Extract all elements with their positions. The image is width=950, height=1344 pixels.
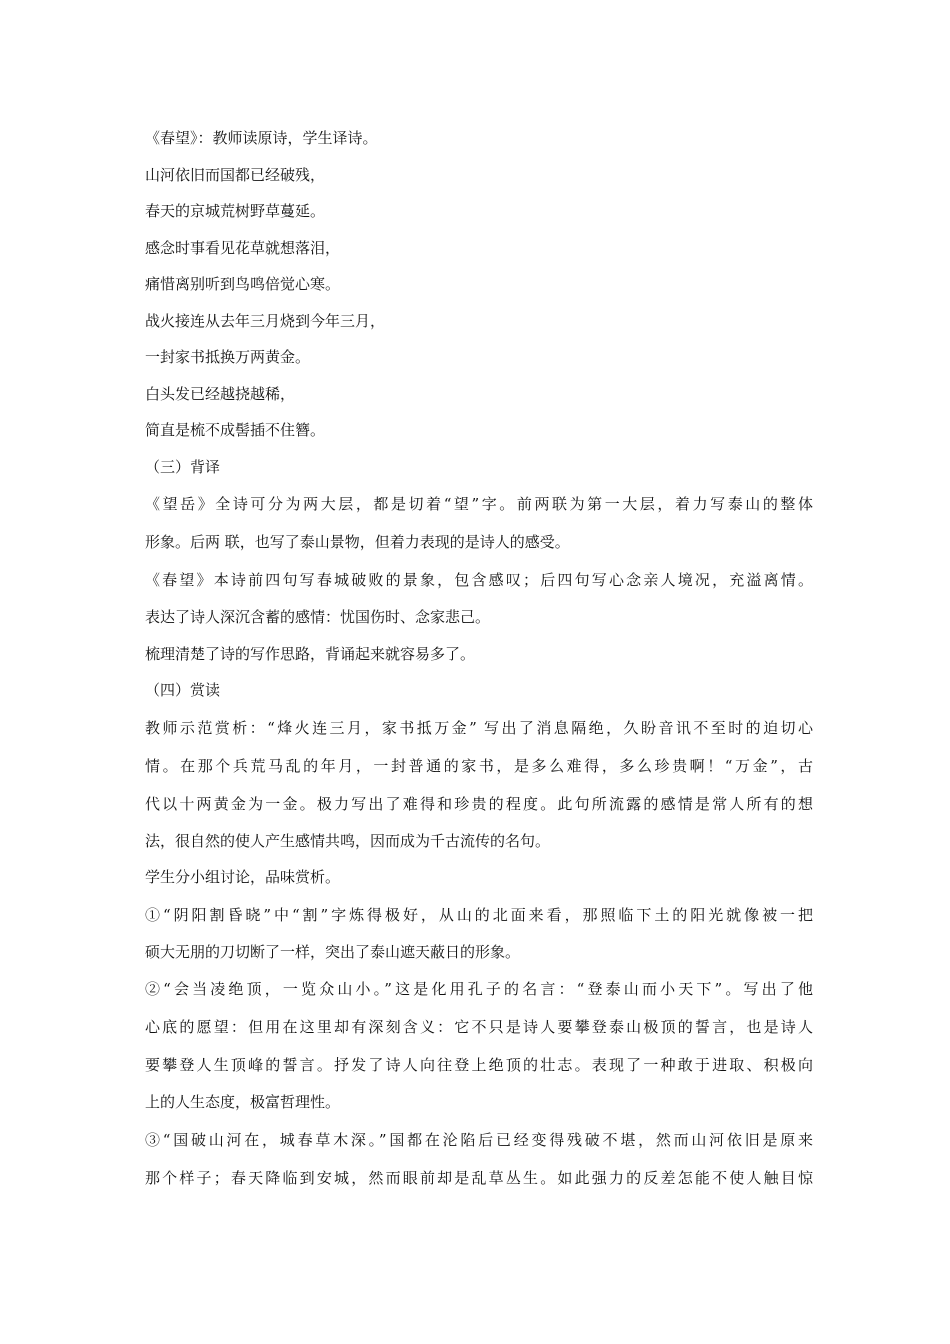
- text-line: 教师示范赏析：“烽火连三月，家书抵万金” 写出了消息隔绝，久盼音讯不至时的迫切心: [145, 718, 813, 737]
- text-line: 法，很自然的使人产生感情共鸣，因而成为千古流传的名句。: [145, 831, 551, 850]
- text-line: 情。在那个兵荒马乱的年月，一封普通的家书，是多么难得，多么珍贵啊！“万金”，古: [145, 756, 813, 775]
- text-line: ②“会当凌绝顶，一览众山小。”这是化用孔子的名言：“登泰山而小天下”。写出了他: [145, 980, 813, 998]
- text-line: 痛惜离别听到鸟鸣倍觉心寒。: [145, 275, 341, 293]
- text-line: 梳理清楚了诗的写作思路，背诵起来就容易多了。: [145, 644, 476, 663]
- text-line: 春天的京城荒树野草蔓延。: [145, 202, 326, 220]
- text-line: 心底的愿望：但用在这里却有深刻含义：它不只是诗人要攀登泰山极顶的誓言，也是诗人: [145, 1018, 813, 1036]
- text-line: 代以十两黄金为一金。极力写出了难得和珍贵的程度。此句所流露的感情是常人所有的想: [145, 794, 813, 813]
- text-line: 上的人生态度，极富哲理性。: [145, 1093, 341, 1111]
- text-line: 要攀登人生顶峰的誓言。抒发了诗人向往登上绝顶的壮志。表现了一种敢于进取、积极向: [145, 1056, 813, 1074]
- section-heading: （四）赏读: [145, 681, 221, 699]
- text-line: 学生分小组讨论，品味赏析。: [145, 868, 341, 886]
- text-line: 山河依旧而国都已经破残，: [145, 165, 326, 184]
- text-line: 感念时事看见花草就想落泪，: [145, 238, 341, 257]
- text-line: 硕大无朋的刀切断了一样，突出了泰山遮天蔽日的形象。: [145, 942, 521, 961]
- text-line: 战火接连从去年三月烧到今年三月，: [145, 311, 386, 330]
- text-line: 白头发已经越挠越稀，: [145, 384, 296, 403]
- text-line: 一封家书抵换万两黄金。: [145, 348, 311, 366]
- text-line: 那个样子；春天降临到安城，然而眼前却是乱草丛生。如此强力的反差怎能不使人触目惊: [145, 1168, 813, 1187]
- text-line: ①“阴阳割昏晓”中“割”字炼得极好，从山的北面来看，那照临下土的阳光就像被一把: [145, 905, 813, 924]
- text-line: 形象。后两 联，也写了泰山景物，但着力表现的是诗人的感受。: [145, 533, 570, 551]
- text-line: 《望岳》全诗可分为两大层，都是切着“望”字。前两联为第一大层，着力写泰山的整体: [145, 495, 813, 513]
- document-body: [145, 120, 813, 1197]
- text-line: 《春望》：教师读原诗，学生译诗。: [145, 129, 378, 147]
- text-line: 表达了诗人深沉含蓄的感情：忧国伤时、念家悲己。: [145, 608, 491, 626]
- text-line: ③“国破山河在，城春草木深。”国都在沦陷后已经变得残破不堪，然而山河依旧是原来: [145, 1130, 813, 1149]
- section-heading: （三）背译: [145, 457, 221, 476]
- text-line: 简直是梳不成髻插不住簪。: [145, 421, 326, 439]
- text-line: 《春望》本诗前四句写春城破败的景象，包含感叹；后四句写心念亲人境况，充溢离情。: [145, 571, 813, 589]
